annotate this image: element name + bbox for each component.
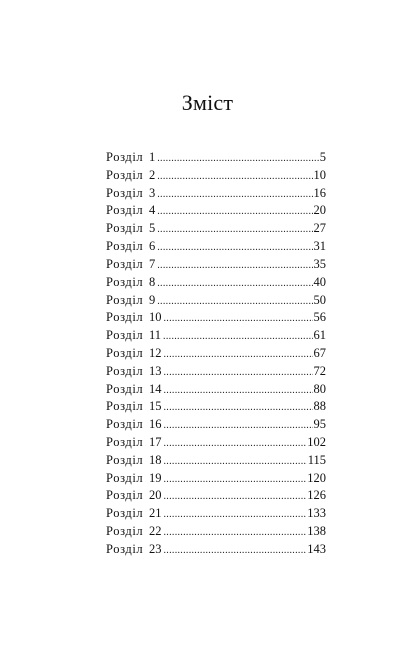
toc-entry-word: Розділ: [106, 203, 144, 218]
toc-entry-page: 120: [307, 470, 326, 485]
toc-leader-dots: [157, 186, 312, 204]
toc-entry-word: Розділ: [106, 310, 144, 325]
toc-entry-19[interactable]: [106, 470, 326, 488]
toc-leader-dots: [164, 382, 313, 400]
toc-entry-label: [106, 363, 162, 381]
toc-entry-label: [106, 452, 162, 470]
toc-leader-dots: [164, 417, 313, 435]
toc-entry-page: 138: [307, 524, 326, 539]
toc-entry-page: 16: [313, 185, 326, 200]
toc-leader-dots: [164, 435, 307, 453]
toc-entry-word: Розділ: [106, 470, 144, 485]
toc-leader-dots: [164, 542, 307, 560]
toc-entry-word: Розділ: [106, 363, 144, 378]
toc-entry-4[interactable]: [106, 202, 326, 220]
toc-entry-page: 67: [313, 345, 326, 360]
toc-entry-word: Розділ: [106, 150, 144, 164]
toc-entry-page: 5: [319, 150, 326, 164]
toc-leader-dots: [157, 168, 312, 186]
toc-leader-dots: [157, 275, 312, 293]
toc-entry-label: [106, 274, 155, 292]
toc-entry-word: Розділ: [106, 541, 144, 556]
toc-entry-page: 133: [307, 506, 326, 521]
toc-leader-dots: [164, 346, 313, 364]
toc-entry-number: 19: [149, 470, 162, 485]
toc-entry-page: 80: [313, 381, 326, 396]
toc-entry-label: [106, 398, 162, 416]
toc-entry-18[interactable]: [106, 452, 326, 470]
toc-entry-page: 88: [313, 399, 326, 414]
toc-leader-dots: [164, 471, 307, 489]
toc-entry-label: [106, 238, 155, 256]
toc-entry-label: [106, 381, 162, 399]
toc-entry-number: 12: [149, 345, 162, 360]
toc-entry-label: [106, 541, 162, 559]
toc-entry-word: Розділ: [106, 221, 144, 236]
toc-entry-number: 3: [149, 185, 156, 200]
toc-entry-17[interactable]: [106, 434, 326, 452]
toc-entry-number: 1: [149, 150, 156, 164]
toc-entry-page: 72: [313, 363, 326, 378]
toc-entry-word: Розділ: [106, 185, 144, 200]
toc-entry-number: 8: [149, 274, 156, 289]
toc-entry-word: Розділ: [106, 417, 144, 432]
toc-entry-21[interactable]: [106, 505, 326, 523]
toc-leader-dots: [157, 257, 312, 275]
toc-entry-word: Розділ: [106, 239, 144, 254]
toc-entry-16[interactable]: [106, 416, 326, 434]
toc-entry-label: [106, 220, 155, 238]
toc-entry-number: 15: [149, 399, 162, 414]
toc-entry-7[interactable]: [106, 256, 326, 274]
toc-entry-number: 20: [149, 488, 162, 503]
toc-entry-page: 61: [313, 328, 326, 343]
toc-entry-word: Розділ: [106, 435, 144, 449]
toc-leader-dots: [164, 399, 313, 417]
toc-entry-page: 40: [313, 274, 326, 289]
toc-entry-label: [106, 256, 155, 274]
toc-entry-5[interactable]: [106, 220, 326, 238]
toc-entry-label: [106, 416, 162, 434]
toc-entry-11[interactable]: [106, 327, 326, 345]
toc-entry-label: [106, 345, 162, 363]
toc-entry-page: 20: [313, 203, 326, 218]
toc-entry-page: 126: [307, 488, 326, 503]
toc-entry-label: [106, 434, 162, 452]
toc-entry-number: 7: [149, 256, 156, 271]
toc-entry-label: [106, 309, 162, 327]
toc-entry-word: Розділ: [106, 488, 144, 503]
toc-entry-9[interactable]: [106, 292, 326, 310]
toc-entry-number: 10: [149, 310, 162, 325]
toc-entry-number: 16: [149, 417, 162, 432]
toc-entry-label: [106, 487, 162, 505]
toc-entry-word: Розділ: [106, 274, 144, 289]
toc-entry-number: 13: [149, 363, 162, 378]
toc-entry-word: Розділ: [106, 399, 144, 414]
toc-entry-label: [106, 470, 162, 488]
toc-entry-word: Розділ: [106, 256, 144, 271]
toc-entry-label: [106, 505, 162, 523]
toc-entry-word: Розділ: [106, 292, 144, 307]
toc-leader-dots: [164, 453, 307, 471]
toc-entry-2[interactable]: [106, 167, 326, 185]
toc-entry-number: 6: [149, 239, 156, 254]
toc-entry-number: 21: [149, 506, 162, 521]
toc-entry-22[interactable]: [106, 523, 326, 541]
toc-entry-6[interactable]: [106, 238, 326, 256]
toc-entry-1[interactable]: [106, 149, 326, 167]
toc-leader-dots: [157, 239, 312, 257]
toc-entry-word: Розділ: [106, 345, 144, 360]
toc-entry-number: 23: [149, 541, 162, 556]
toc-entry-word: Розділ: [106, 381, 144, 396]
toc-entry-number: 9: [149, 292, 156, 307]
table-of-contents: [106, 149, 326, 559]
toc-leader-dots: [163, 328, 312, 346]
toc-entry-23[interactable]: [106, 541, 326, 559]
toc-entry-word: Розділ: [106, 452, 144, 467]
toc-entry-page: 56: [313, 310, 326, 325]
toc-entry-number: 18: [149, 452, 162, 467]
toc-entry-page: 143: [307, 541, 326, 556]
toc-leader-dots: [157, 221, 312, 239]
toc-entry-number: 5: [149, 221, 156, 236]
toc-entry-label: [106, 202, 155, 220]
toc-entry-label: [106, 327, 161, 345]
toc-entry-number: 4: [149, 203, 156, 218]
toc-entry-number: 17: [149, 435, 162, 449]
toc-entry-page: 35: [313, 256, 326, 271]
toc-leader-dots: [157, 150, 319, 168]
toc-leader-dots: [157, 293, 312, 311]
toc-entry-10[interactable]: [106, 309, 326, 327]
toc-entry-8[interactable]: [106, 274, 326, 292]
toc-leader-dots: [157, 203, 312, 221]
toc-entry-page: 50: [313, 292, 326, 307]
toc-entry-3[interactable]: [106, 185, 326, 203]
toc-entry-label: [106, 523, 162, 541]
toc-entry-12[interactable]: [106, 345, 326, 363]
toc-entry-label: [106, 149, 155, 167]
toc-entry-14[interactable]: [106, 381, 326, 399]
toc-entry-word: Розділ: [106, 328, 144, 343]
toc-leader-dots: [164, 364, 313, 382]
toc-entry-word: Розділ: [106, 506, 144, 521]
toc-entry-label: [106, 167, 155, 185]
toc-leader-dots: [164, 310, 313, 328]
toc-entry-word: Розділ: [106, 524, 144, 539]
toc-entry-number: 14: [149, 381, 162, 396]
page-title: Зміст: [181, 90, 234, 115]
toc-entry-20[interactable]: [106, 487, 326, 505]
toc-entry-number: 11: [149, 328, 162, 343]
toc-entry-13[interactable]: [106, 363, 326, 381]
toc-leader-dots: [164, 506, 307, 524]
toc-entry-word: Розділ: [106, 167, 144, 182]
toc-entry-page: 95: [313, 417, 326, 432]
toc-entry-page: 10: [313, 167, 326, 182]
toc-entry-page: 31: [313, 239, 326, 254]
toc-leader-dots: [164, 488, 307, 506]
toc-leader-dots: [164, 524, 307, 542]
toc-entry-page: 27: [313, 221, 326, 236]
toc-entry-label: [106, 292, 155, 310]
toc-entry-label: [106, 185, 155, 203]
toc-entry-number: 22: [149, 524, 162, 539]
toc-entry-page: 102: [307, 435, 326, 449]
toc-entry-number: 2: [149, 167, 156, 182]
toc-entry-page: 115: [307, 452, 326, 467]
toc-entry-15[interactable]: [106, 398, 326, 416]
